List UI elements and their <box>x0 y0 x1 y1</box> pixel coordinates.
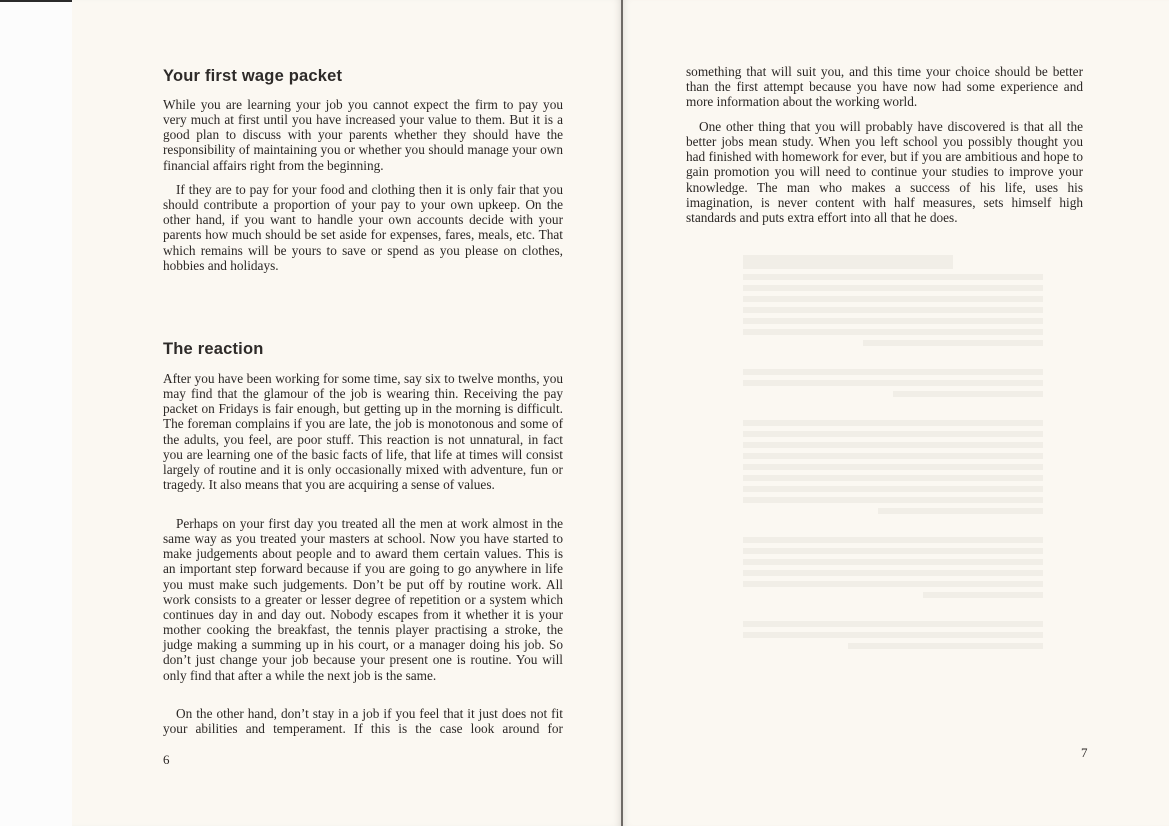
page-number: 7 <box>1081 745 1088 760</box>
right-page <box>623 0 1169 826</box>
section-heading-the-reaction: The reaction <box>163 340 264 358</box>
page-number: 6 <box>163 752 170 767</box>
paragraph: One other thing that you will probably have discovered is that all the better jobs mean study. When you left school you possibly thought you had finished with homework for ever, but if you are ambitious and hope to gain promotion you will need to continue your studies to improve your knowledge. The man who makes a success of his life, uses his imagination, is never content with half measures, sets himself high standards and puts extra effort into all that he does. <box>686 119 1083 225</box>
paragraph: something that will suit you, and this time your choice should be better than the first attempt because you have now had some experience and more information about the working world. <box>686 64 1083 110</box>
paragraph: Perhaps on your first day you treated all the men at work almost in the same way as you treated your masters at school. Now you have started to make judgements about people and to award them certain values. This is an important step forward because if you are going to go anywhere in life you must make such judgements. Don’t be put off by routine work. All work consists to a greater or lesser degree of repetition or a system which continues day in and day out. Nobody escapes from it whether it is your mother cooking the breakfast, the tennis player practising a stroke, the judge making a summing up in his court, or a manager doing his job. So don’t just change your job because your present one is routine. You will only find that after a while the next job is the same. <box>163 516 563 683</box>
paragraph: While you are learning your job you cannot expect the firm to pay you very much at first until you have increased your value to them. But it is a good plan to discuss with your parents whether they should have the responsibility of maintaining you or whether you should manage your own financial affairs right from the beginning. <box>163 97 563 173</box>
paragraph: If they are to pay for your food and clothing then it is only fair that you should contribute a proportion of your pay to your own upkeep. On the other hand, if you want to handle your own accounts decide with your parents how much should be set aside for expenses, fares, meals, etc. That which remains will be yours to save or spend as you please on clothes, hobbies and holidays. <box>163 182 563 273</box>
section-heading-first-wage-packet: Your first wage packet <box>163 67 343 85</box>
left-page <box>72 0 621 826</box>
scan-background <box>0 2 72 826</box>
reverse-side-show-through <box>743 250 1043 653</box>
paragraph: On the other hand, don’t stay in a job if you feel that it just does not fit your abilities and temperament. If this is the case look around for <box>163 706 563 737</box>
paragraph: After you have been working for some time, say six to twelve months, you may find that the glamour of the job is wearing thin. Receiving the pay packet on Fridays is fair enough, but getting up in the morning is difficult. The foreman complains if you are late, the job is monotonous and some of the adults, you feel, are poor stuff. This reaction is not unnatural, in fact you are learning one of the basic facts of life, that life at times will consist largely of routine and it is only occasionally mixed with adventure, fun or tragedy. It also means that you are acquiring a sense of values. <box>163 371 563 493</box>
